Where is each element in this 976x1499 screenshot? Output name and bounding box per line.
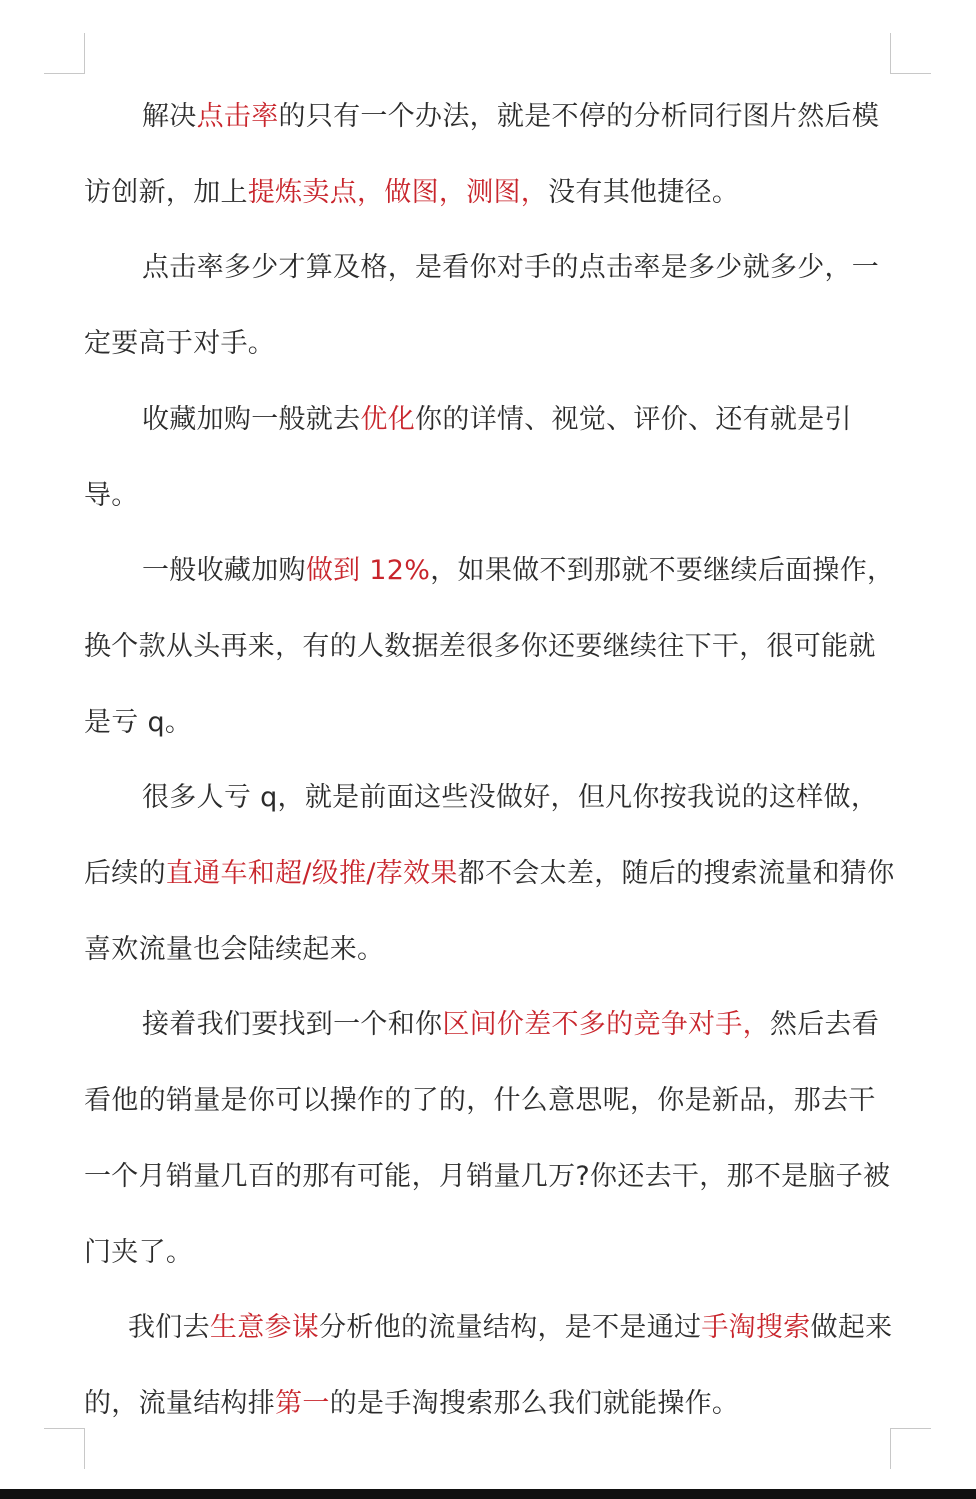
text-segment: 点击率多少才算及格，是看你对手的点击率是多少就多少，一定要高于对手。	[84, 252, 880, 360]
page-corner-mark-bottom-left	[44, 1428, 85, 1469]
text-segment: 接着我们要找到一个和你	[142, 1009, 443, 1041]
paragraph	[84, 987, 896, 1290]
text-segment: 的是手淘搜索那么我们就能操作。	[329, 1387, 740, 1419]
highlighted-text: 区间价差不多的竞争对手，	[442, 1009, 770, 1041]
paragraph	[84, 79, 896, 230]
bottom-edge-bar	[0, 1489, 976, 1499]
paragraph	[84, 230, 896, 381]
text-segment: 做起来的，流量结构排	[84, 1312, 893, 1419]
page-corner-mark-bottom-right	[890, 1428, 931, 1469]
paragraph	[84, 1290, 896, 1441]
paragraph	[84, 533, 896, 760]
text-segment: 你的详情、视觉、评价、还有就是引导。	[84, 403, 852, 511]
highlighted-text: 手淘搜索	[701, 1312, 811, 1344]
text-segment: 没有其他捷径。	[548, 176, 740, 208]
highlighted-text: 做到 12%	[305, 555, 431, 587]
text-segment: ，如果做不到那就不要继续后面操作，换个款从头再来，有的人数据差很多你还要继续往下干，很可能就是亏 q。	[84, 555, 895, 738]
text-segment: 我们去	[128, 1312, 210, 1344]
highlighted-text: 优化	[360, 403, 416, 435]
highlighted-text: 第一	[275, 1387, 330, 1419]
highlighted-text: 点击率	[196, 101, 279, 132]
text-segment: 解决	[142, 101, 197, 132]
text-segment: 然后去看看他的销量是你可以操作的了的，什么意思呢，你是新品，那去干一个月销量几百的那有可能，月销量几万?你还去干，那不是脑子被门夹了。	[84, 1009, 891, 1268]
page-corner-mark-top-left	[44, 33, 85, 74]
text-segment: 分析他的流量结构，是不是通过	[319, 1312, 702, 1344]
text-segment: 很多人亏 q，就是前面这些没做好，但凡你按我说的这样做，后续的	[84, 782, 879, 890]
paragraph	[84, 760, 896, 987]
page-corner-mark-top-right	[890, 33, 931, 74]
text-segment: 收藏加购一般就去	[142, 403, 361, 435]
highlighted-text: 生意参谋	[209, 1312, 320, 1344]
highlighted-text: 提炼卖点，做图，测图，	[247, 176, 549, 208]
document-body	[84, 79, 896, 1442]
paragraph	[84, 382, 896, 533]
text-segment: 的只有一个办法，就是不停的分析同行图片然后模访创新，加上	[84, 101, 880, 208]
text-segment: 都不会太差，随后的搜索流量和猜你喜欢流量也会陆续起来。	[84, 858, 895, 965]
text-segment: 一般收藏加购	[142, 555, 306, 587]
highlighted-text: 直通车和超/级推/荐效果	[165, 858, 458, 890]
